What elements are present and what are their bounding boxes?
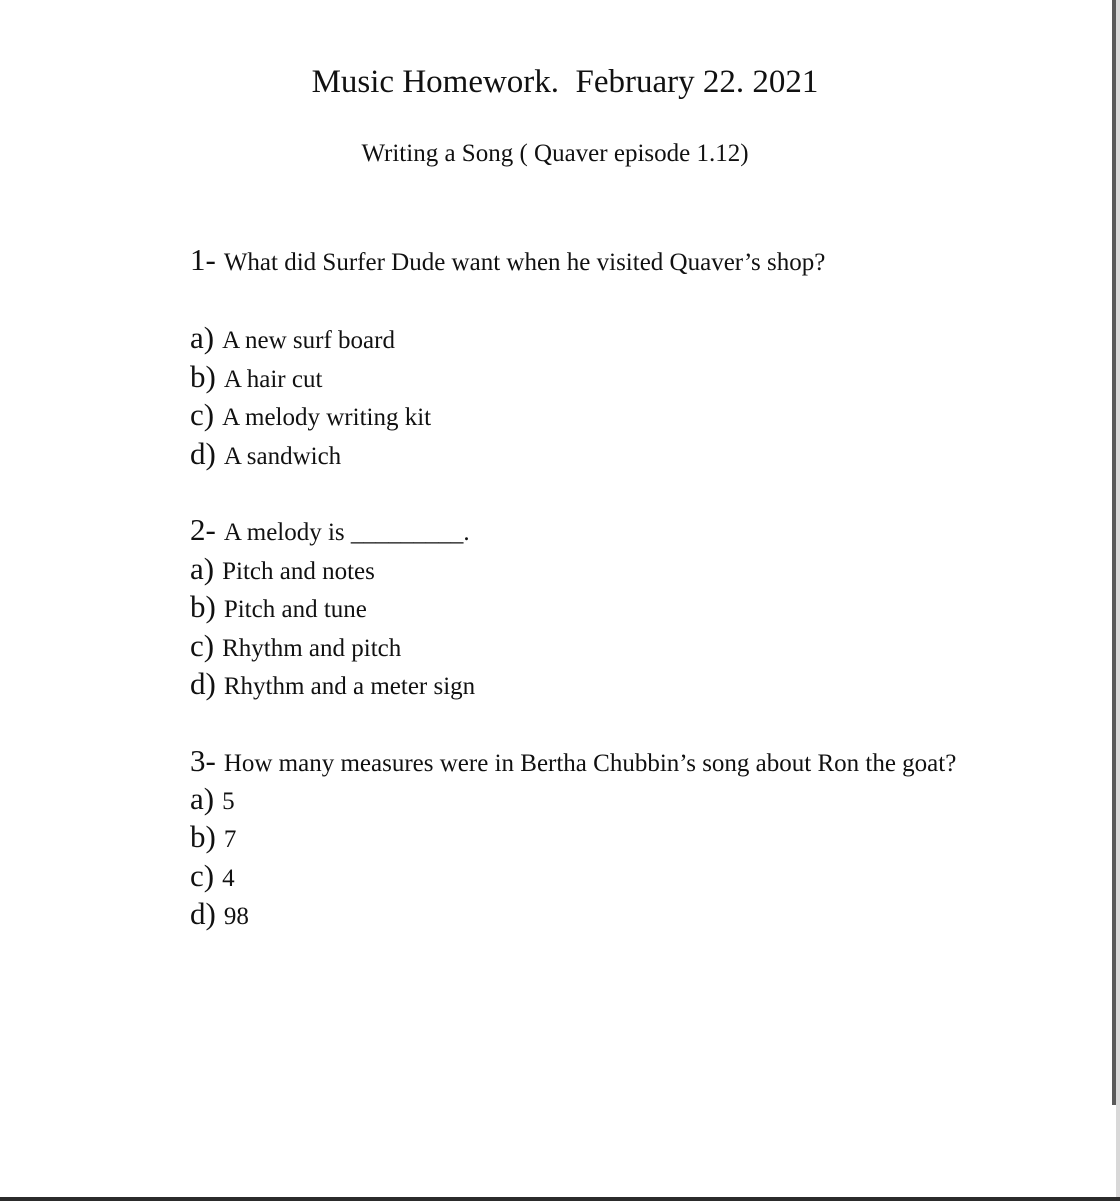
question-text: How many measures were in Bertha Chubbin’s song about Ron the goat? bbox=[223, 750, 957, 777]
option-text: 98 bbox=[223, 903, 249, 930]
option-text: 4 bbox=[222, 865, 235, 892]
page-subtitle: Writing a Song ( Quaver episode 1.12) bbox=[361, 140, 749, 167]
option-letter: c) bbox=[190, 858, 215, 893]
option-letter: d) bbox=[190, 436, 216, 471]
question-3 bbox=[165, 713, 956, 812]
option-3d bbox=[165, 866, 249, 965]
page-bottom-edge bbox=[0, 1197, 1120, 1201]
option-letter: c) bbox=[190, 397, 215, 432]
option-text: A hair cut bbox=[223, 366, 323, 393]
option-letter: a) bbox=[190, 320, 215, 355]
option-letter: a) bbox=[190, 551, 215, 586]
question-number: 1- bbox=[190, 242, 216, 277]
option-text: A sandwich bbox=[223, 443, 342, 470]
option-text: 5 bbox=[222, 788, 235, 815]
page-title: Music Homework. February 22. 2021 bbox=[311, 64, 819, 100]
question-number: 2- bbox=[190, 512, 216, 547]
option-letter: b) bbox=[190, 359, 216, 394]
option-letter: b) bbox=[190, 589, 216, 624]
option-letter: c) bbox=[190, 628, 215, 663]
option-text: Rhythm and a meter sign bbox=[223, 673, 476, 700]
question-number: 3- bbox=[190, 743, 216, 778]
option-letter: d) bbox=[190, 666, 216, 701]
question-text: What did Surfer Dude want when he visited Quaver’s shop? bbox=[223, 249, 826, 276]
option-text: Rhythm and pitch bbox=[222, 635, 402, 662]
option-letter: a) bbox=[190, 781, 215, 816]
page-right-margin bbox=[1116, 0, 1120, 1201]
option-text: Pitch and tune bbox=[223, 596, 367, 623]
option-text: A new surf board bbox=[222, 327, 395, 354]
option-letter: d) bbox=[190, 896, 216, 931]
option-text: Pitch and notes bbox=[222, 558, 375, 585]
option-letter: b) bbox=[190, 819, 216, 854]
option-text: 7 bbox=[223, 826, 237, 853]
question-text: A melody is _________. bbox=[223, 519, 470, 546]
option-text: A melody writing kit bbox=[222, 404, 432, 431]
